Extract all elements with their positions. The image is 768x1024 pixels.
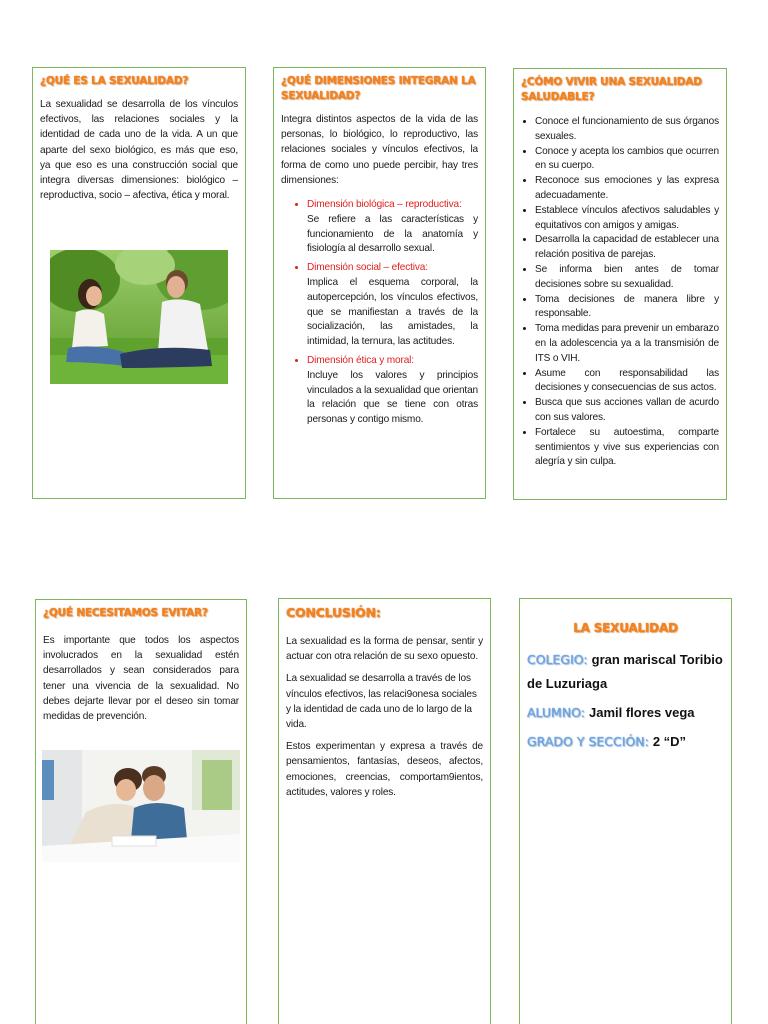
conclusion-paragraph: Estos experimentan y expresa a través de pensamientos, fantasías, deseos, afectos, emociones, creencias, comportam9ientos, actitudes, valores y roles. [286, 741, 483, 798]
dimension-item [307, 354, 478, 428]
list-item: • Busca que sus acciones vallan de acurdo con sus valores. [535, 396, 719, 426]
list-item: • Reconoce sus emociones y las expresa adecuadamente. [535, 174, 719, 204]
list-item: • Se informa bien antes de tomar decisiones sobre su sexualidad. [535, 263, 719, 293]
dimension-list [281, 198, 478, 428]
colegio-value: gran mariscal Toribio de Luzuriaga [527, 652, 723, 691]
panel-body: La sexualidad se desarrolla de los vínculos efectivos, las relaciones sociales y la identidad de cada uno de la vida. A un que aparte del sexo biológico, es más que eso, ya que eso es una construcción social que integra diversas dimensiones: biológico – reproductiva, socio – afectiva, ética y moral. [40, 99, 238, 202]
dimension-text: Implica el esquema corporal, la autopercepción, los vínculos efectivos, que se manifiestan a través de la socialización, las amistades, la intimidad, la ternura, las actitudes. [307, 277, 478, 348]
alumno-label: ALUMNO: [527, 705, 586, 720]
conclusion-paragraph: La sexualidad es la forma de pensar, sentir y actuar con otra relación de su sexo opuesto. [286, 636, 483, 663]
dimension-label: Dimensión biológica – reproductiva: [307, 199, 462, 211]
dimension-item [307, 198, 478, 257]
cover-grado [527, 730, 724, 754]
panel-title: ¿QUÉ NECESITAMOS EVITAR? [43, 607, 208, 619]
dimension-label: Dimensión social – efectiva: [307, 262, 428, 274]
list-item: • Toma medidas para prevenir un embarazo en la adolescencia ya a la transmisión de ITS o VIH. [535, 322, 719, 366]
conclusion-paragraph: La sexualidad se desarrolla a través de los vínculos efectivos, las relaci9onesa sociales y la identidad de cada uno de lo largo de la vida. [286, 673, 477, 731]
list-item: • Establece vínculos afectivos saludables y equitativos con amigos y amigas. [535, 204, 719, 234]
dimension-item [307, 261, 478, 350]
panel-title: CONCLUSIÓN: [286, 605, 381, 620]
list-item: • Conoce el funcionamiento de sus órganos sexuales. [535, 115, 719, 145]
dimension-text: Incluye los valores y principios vinculados a la sexualidad que orientan la relación que se tiene con otras personas y contigo mismo. [307, 369, 478, 426]
list-item: • Toma decisiones de manera libre y responsable. [535, 293, 719, 323]
cover-alumno [527, 701, 724, 725]
panel-body: Es importante que todos los aspectos involucrados en la sexualidad estén desarrollados y sean considerados para tener una vivencia de la sexualidad. No debes dejarte llevar por el deseo sin tomar medidas de prevención. [43, 635, 239, 723]
list-item: • Asume con responsabilidad las decisiones y consecuencias de sus actos. [535, 367, 719, 397]
panel-title: ¿CÓMO VIVIR UNA SEXUALIDAD SALUDABLE? [521, 76, 702, 103]
panel-title: ¿QUÉ ES LA SEXUALIDAD? [40, 75, 189, 87]
panel-intro: Integra distintos aspectos de la vida de las personas, lo biológico, lo reproductivo, las relaciones sociales y vínculos efectivos, la forma de como uno puede percibir, hay tres dimensiones: [281, 114, 478, 186]
grado-label: GRADO Y SECCIÓN: [527, 734, 649, 749]
panel-cover [519, 598, 732, 1024]
list-item: • Fortalece su autoestima, comparte sentimientos y vive sus experiencias con alegría y sin culpa. [535, 426, 719, 470]
cover-title: LA SEXUALIDAD [573, 621, 678, 635]
panel-title: ¿QUÉ DIMENSIONES INTEGRAN LA SEXUALIDAD? [281, 75, 476, 102]
list-item: • Desarrolla la capacidad de establecer una relación positiva de parejas. [535, 233, 719, 263]
colegio-label: COLEGIO: [527, 652, 588, 667]
grado-value: 2 “D” [652, 734, 687, 749]
dimension-text: Se refiere a las características y funcionamiento de la anatomía y fisiología al desarrollo sexual. [307, 213, 478, 255]
healthy-list [521, 115, 719, 470]
dimension-label: Dimensión ética y moral: [307, 354, 414, 366]
cover-colegio [527, 648, 724, 696]
panel-como-vivir [513, 68, 727, 500]
panel-conclusion [278, 598, 491, 1024]
list-item: • Conoce y acepta los cambios que ocurren en su cuerpo. [535, 145, 719, 175]
panel-dimensiones [273, 67, 486, 499]
alumno-value: Jamil flores vega [589, 705, 695, 720]
couple-park-photo [50, 250, 228, 384]
study-couple-photo [42, 750, 240, 862]
